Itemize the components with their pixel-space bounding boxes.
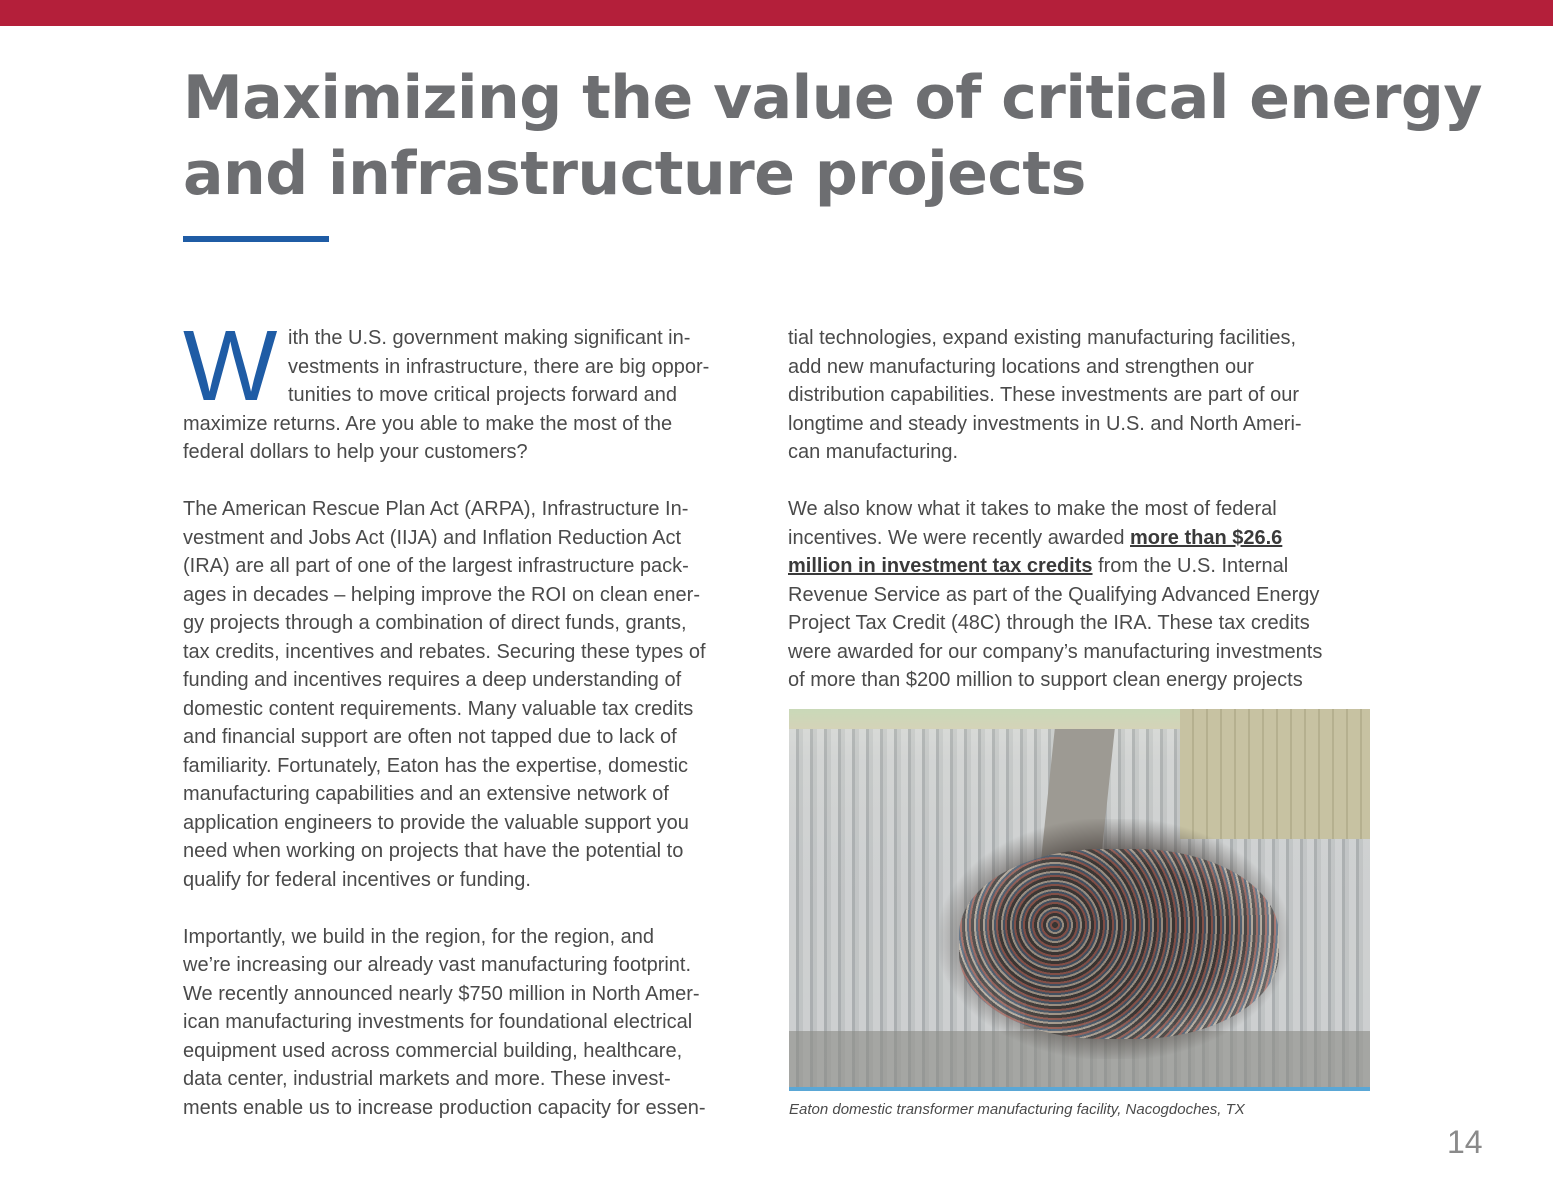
- text-line: data center, industrial markets and more. These invest-: [183, 1068, 671, 1090]
- text-fragment: incentives. We were recently awarded: [788, 526, 1131, 549]
- facility-photo: [789, 709, 1370, 1091]
- text-line: familiarity. Fortunately, Eaton has the expertise, domestic: [183, 754, 689, 777]
- text-line: vestments in infrastructure, there are big oppor-: [288, 355, 710, 378]
- drop-cap: W: [183, 310, 278, 422]
- text-line: [788, 552, 1373, 581]
- text-line: tax credits, incentives and rebates. Securing these types of: [183, 640, 706, 663]
- text-fragment: from the U.S. Internal: [1092, 555, 1289, 577]
- text-line: of more than $200 million to support clean energy projects: [788, 669, 1303, 691]
- text-line: [788, 524, 1373, 553]
- text-line: and financial support are often not tapped due to lack of: [183, 726, 677, 748]
- title-underline-rule: [183, 236, 329, 242]
- page-title: [183, 60, 1482, 212]
- photo-bottom-edge: [789, 1087, 1370, 1091]
- text-line: ican manufacturing investments for foundational electrical: [183, 1011, 693, 1033]
- text-line: Revenue Service as part of the Qualifying Advanced Energy: [788, 583, 1320, 606]
- left-column: [183, 310, 768, 1122]
- text-line: application engineers to provide the valuable support you: [183, 811, 689, 834]
- text-line: need when working on projects that have the potential to: [183, 840, 684, 862]
- paragraph-gap: [788, 467, 1373, 496]
- text-line: add new manufacturing locations and strengthen our: [788, 355, 1254, 378]
- text-line: were awarded for our company’s manufacturing investments: [788, 640, 1323, 663]
- page-title-line-2: and infrastructure projects: [183, 139, 1086, 209]
- text-line: ages in decades – helping improve the ROI on clean ener-: [183, 583, 700, 606]
- right-column: [788, 324, 1373, 695]
- tax-credit-paragraph: [788, 495, 1373, 695]
- text-line: ith the U.S. government making significant in-: [288, 327, 691, 349]
- investment-continuation-paragraph: [788, 324, 1373, 467]
- text-line: Importantly, we build in the region, for the region, and: [183, 925, 655, 948]
- text-line: tunities to move critical projects forward and: [288, 384, 678, 406]
- manufacturing-paragraph: [183, 923, 768, 1123]
- page-number: 14: [1447, 1124, 1483, 1160]
- text-line: qualify for federal incentives or funding.: [183, 868, 531, 891]
- legislation-paragraph: [183, 495, 768, 894]
- page-title-line-1: Maximizing the value of critical energy: [183, 63, 1482, 133]
- employee-group-detail: [959, 849, 1279, 1039]
- photo-caption: Eaton domestic transformer manufacturing facility, Nacogdoches, TX: [789, 1101, 1245, 1118]
- header-accent-bar: [0, 0, 1553, 26]
- text-line: distribution capabilities. These investments are part of our: [788, 384, 1300, 406]
- text-line: maximize returns. Are you able to make the most of the: [183, 412, 673, 435]
- intro-paragraph: [183, 310, 768, 467]
- text-line: The American Rescue Plan Act (ARPA), Infrastructure In-: [183, 498, 689, 520]
- text-line: vestment and Jobs Act (IIJA) and Inflation Reduction Act: [183, 526, 682, 549]
- text-line: ments enable us to increase production capacity for essen-: [183, 1096, 706, 1119]
- text-line: can manufacturing.: [788, 441, 959, 463]
- text-line: We recently announced nearly $750 million in North Amer-: [183, 982, 700, 1005]
- text-line: manufacturing capabilities and an extensive network of: [183, 783, 669, 805]
- text-line: tial technologies, expand existing manufacturing facilities,: [788, 327, 1297, 349]
- text-line: funding and incentives requires a deep understanding of: [183, 669, 682, 691]
- text-line: We also know what it takes to make the most of federal: [788, 498, 1277, 520]
- text-line: federal dollars to help your customers?: [183, 441, 528, 463]
- text-line: we’re increasing our already vast manufacturing footprint.: [183, 954, 692, 976]
- text-line: Project Tax Credit (48C) through the IRA. These tax credits: [788, 612, 1310, 634]
- tax-credits-link[interactable]: more than $26.6: [1130, 526, 1283, 549]
- text-line: longtime and steady investments in U.S. and North Ameri-: [788, 412, 1302, 435]
- text-line: equipment used across commercial building, healthcare,: [183, 1039, 683, 1062]
- paragraph-gap: [183, 467, 768, 496]
- paragraph-gap: [183, 894, 768, 923]
- text-line: (IRA) are all part of one of the largest infrastructure pack-: [183, 555, 689, 577]
- text-line: gy projects through a combination of direct funds, grants,: [183, 612, 687, 634]
- text-line: domestic content requirements. Many valuable tax credits: [183, 697, 694, 720]
- tax-credits-link-continued[interactable]: million in investment tax credits: [788, 555, 1093, 577]
